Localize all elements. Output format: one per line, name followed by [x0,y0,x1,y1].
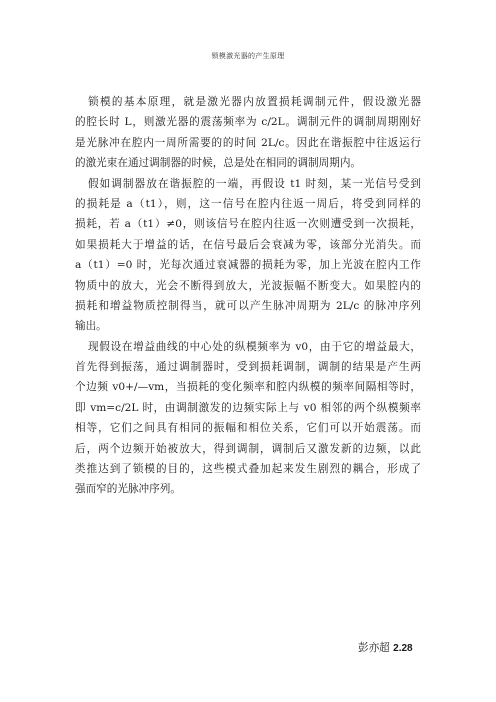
text-line: 损耗和增益物质控制得当，就可以产生脉冲周期为 2L/c 的脉冲序列 [75,299,421,312]
text-line: 假如调制器放在谐振腔的一端，再假设 t1 时刻，某一光信号受到 [88,177,421,190]
text-line: 个边频 v0+/—vm，当损耗的变化频率和腔内纵模的频率间隔相等时， [75,381,421,394]
text-line: 首先得到振荡，通过调制器时，受到损耗调制，调制的结果是产生两 [75,361,421,374]
text-line: 即 vm=c/2L 时，由调制激发的边频实际上与 v0 相邻的两个纵模频率 [75,401,421,414]
document-body [75,92,421,500]
text-line: 的激光束在通过调制器的时候，总是处在相同的调制周期内。 [75,157,362,170]
document-title: 锁模激光器的产生原理 [211,52,285,60]
signature-date: 2.28 [393,643,413,654]
text-line: 锁模的基本原理，就是激光器内放置损耗调制元件，假设激光器 [88,96,421,108]
text-line: 类推达到了锁模的目的，这些模式叠加起来发生剧烈的耦合，形成了 [75,463,421,476]
text-line: 后，两个边频开始被放大，得到调制，调制后又激发新的边频，以此 [75,442,421,455]
text-line: 的损耗是 a（t1），则，这一信号在腔内往返一周后，将受到同样的 [75,197,421,210]
signature [358,640,413,655]
text-line: 的腔长时 L，则激光器的震荡频率为 c/2L。调制元件的调制周期刚好 [75,116,421,129]
paragraph-2 [75,174,421,337]
paragraph-3 [75,337,421,500]
text-line: 如果损耗大于增益的话，在信号最后会衰减为零，该部分光消失。而 [75,238,421,251]
text-line: 现假设在增益曲线的中心处的纵模频率为 v0，由于它的增益最大， [88,340,421,353]
paragraph-1 [75,92,421,174]
text-line: 输出。 [75,320,107,333]
author-name: 彭亦超 [358,642,390,654]
text-line: 是光脉冲在腔内一周所需要的的时间 2L/c。因此在谐振腔中往返运行 [75,136,421,149]
text-line: 相等，它们之间具有相同的振幅和相位关系，它们可以开始震荡。而 [75,422,421,435]
text-line: 物质中的放大，光会不断得到放大，光波振幅不断变大。如果腔内的 [75,279,421,292]
text-line: a（t1）=0 时，光每次通过衰减器的损耗为零，加上光波在腔内工作 [75,259,421,272]
text-line: 损耗，若 a（t1）≠0，则该信号在腔内往返一次则遭受到一次损耗， [75,218,421,231]
text-line: 强而窄的光脉冲序列。 [75,483,181,496]
